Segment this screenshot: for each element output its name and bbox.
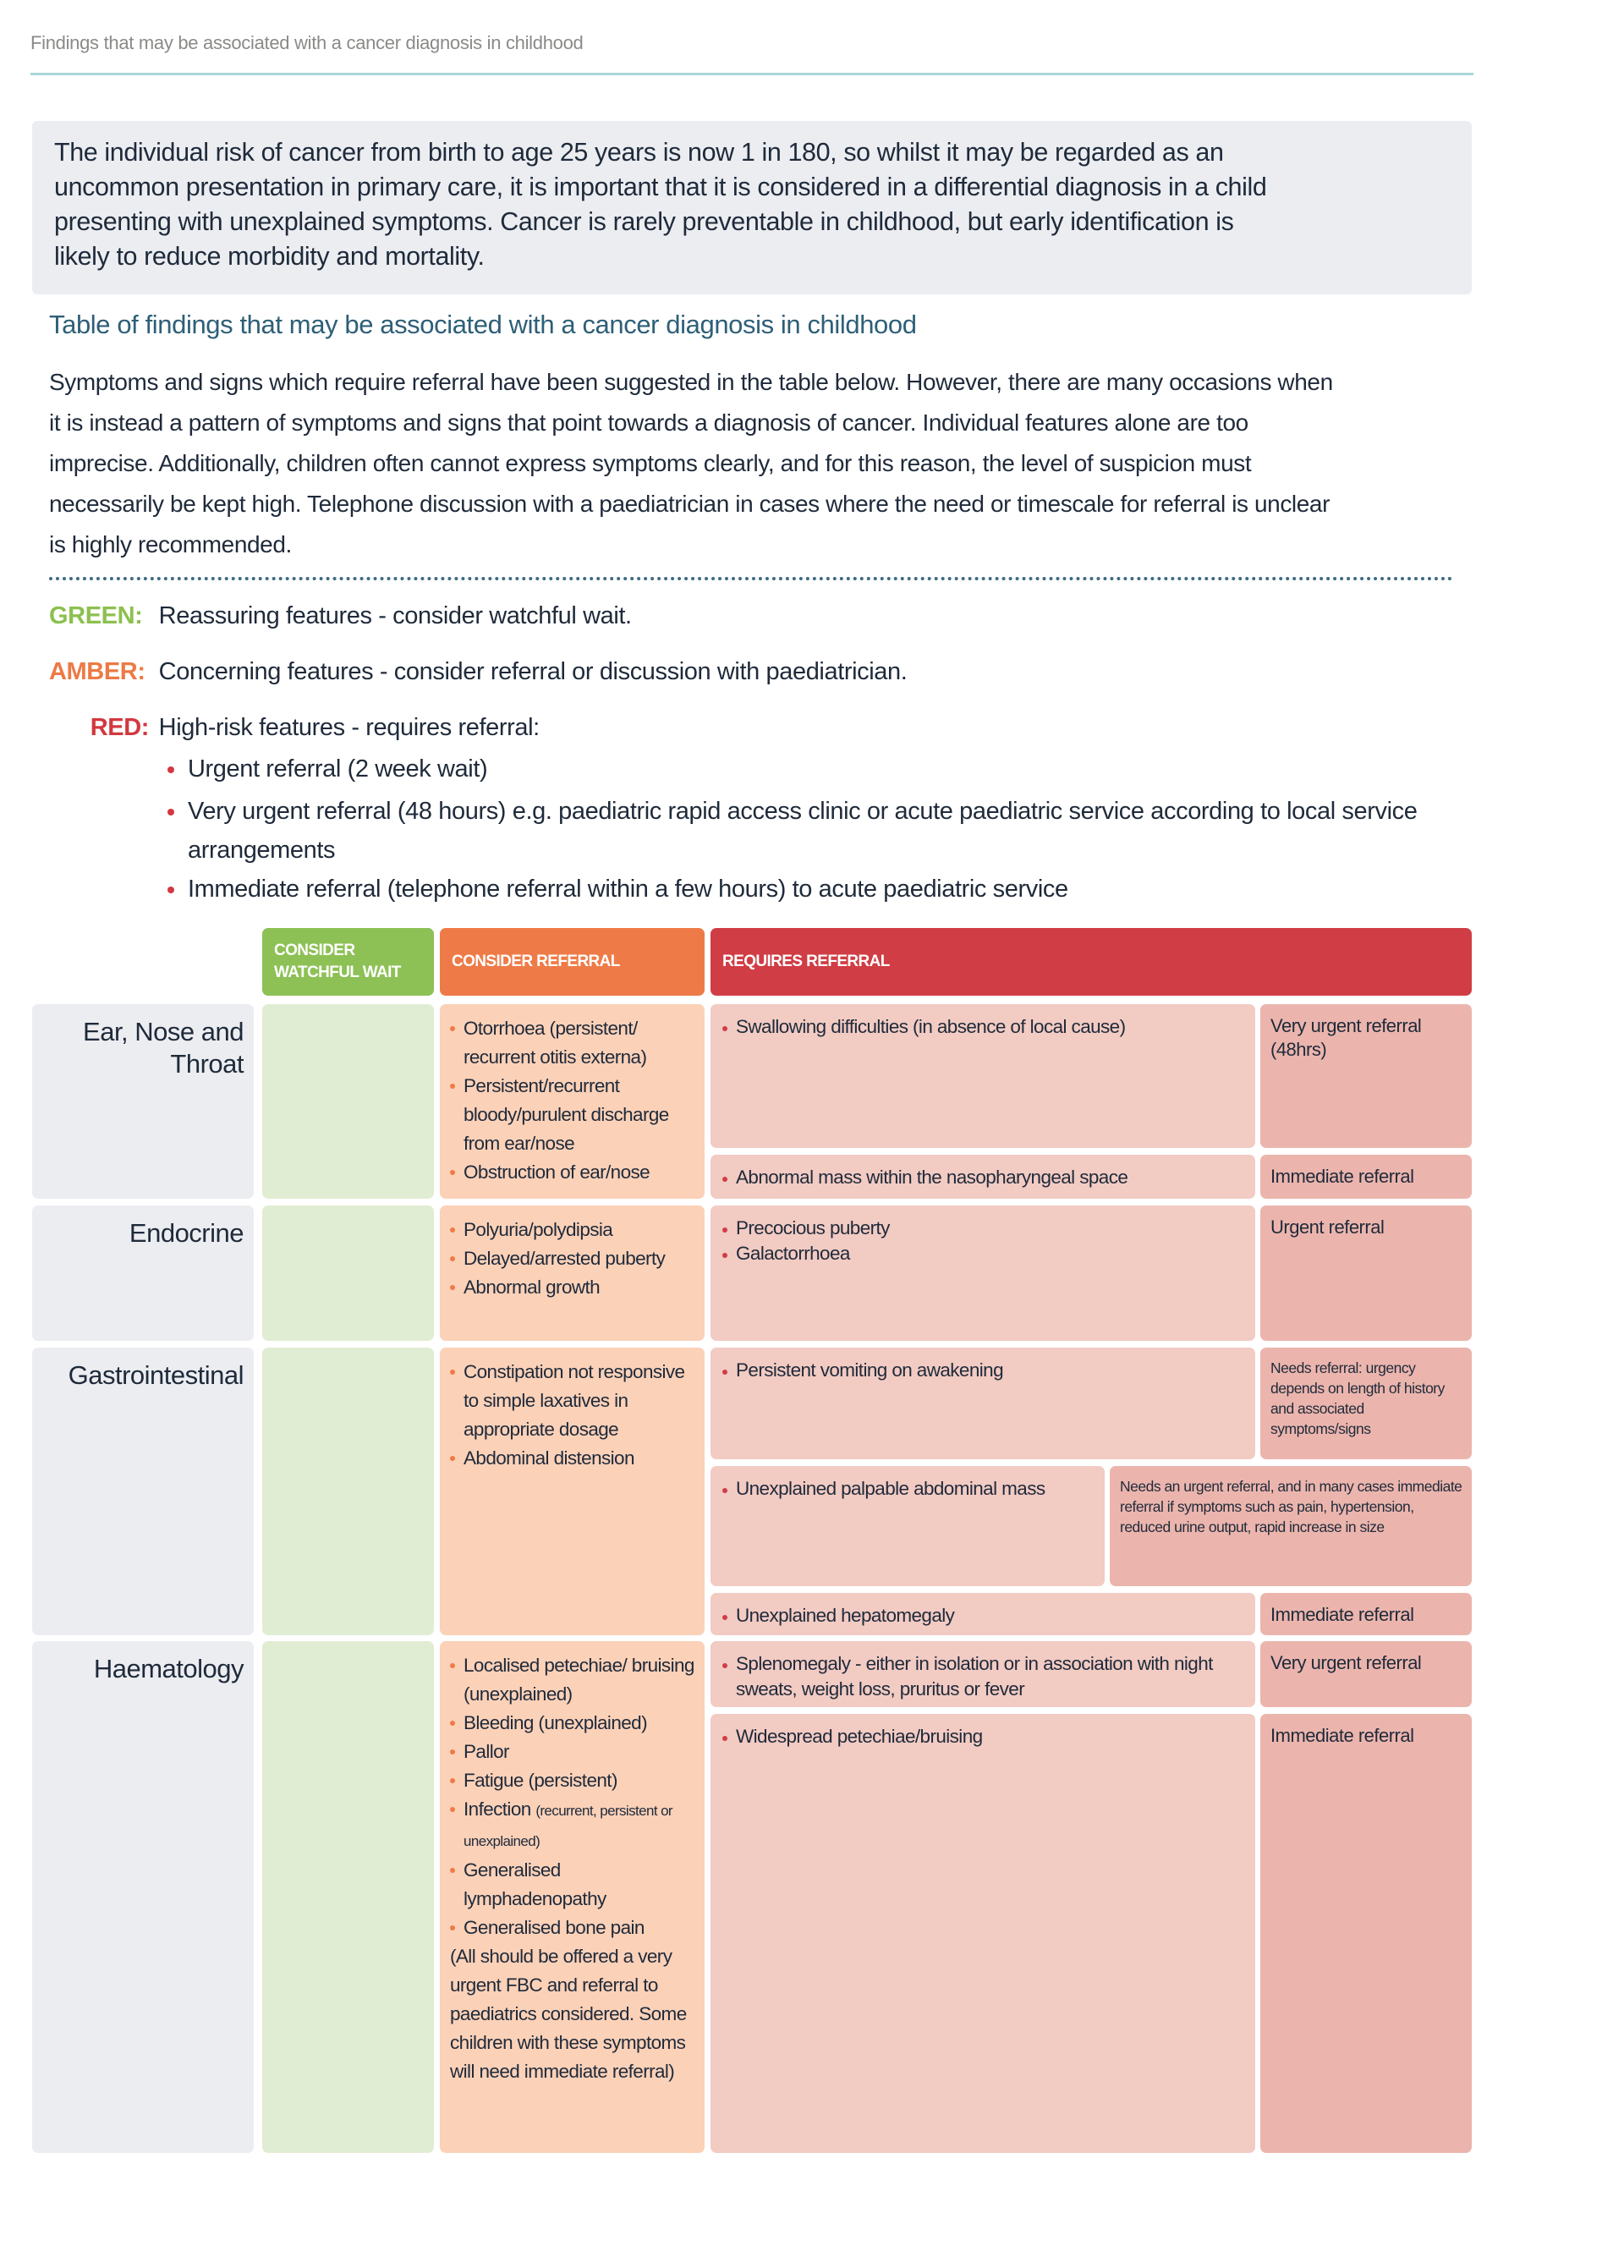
red-bullet-item: Very urgent referral (48 hours) e.g. paediatric rapid access clinic or acute paediatric service according to local service arrangements <box>166 792 1451 870</box>
amber-finding: Persistent/recurrent bloody/purulent discharge from ear/nose <box>450 1072 696 1158</box>
red-finding-cell <box>710 1348 1255 1459</box>
legend-text-amber: Concerning features - consider referral or discussion with paediatrician. <box>158 658 908 685</box>
amber-cell-endocrine <box>440 1205 705 1341</box>
red-finding-cell <box>710 1004 1255 1148</box>
red-finding: Galactorrhoea <box>722 1241 1247 1266</box>
amber-cell-ent <box>440 1004 705 1199</box>
urgency-cell: Very urgent referral (48hrs) <box>1260 1004 1472 1148</box>
header-consider-referral: CONSIDER REFERRAL <box>440 928 705 996</box>
red-finding: Unexplained palpable abdominal mass <box>722 1476 1096 1502</box>
red-finding: Unexplained hepatomegaly <box>722 1603 1247 1628</box>
red-finding: Widespread petechiae/bruising <box>722 1724 1247 1749</box>
amber-finding: Polyuria/polydipsia <box>450 1216 696 1244</box>
amber-finding-label: Infection <box>464 1798 531 1820</box>
amber-finding: Delayed/arrested puberty <box>450 1244 696 1273</box>
green-cell-haematology <box>262 1641 434 2153</box>
header-requires-referral: REQUIRES REFERRAL <box>710 928 1472 996</box>
amber-finding: Generalised bone pain <box>450 1914 696 1942</box>
urgency-cell: Immediate referral <box>1260 1714 1472 2153</box>
amber-finding: Localised petechiae/ bruising (unexplained) <box>450 1651 696 1709</box>
red-referral-list <box>166 750 1451 909</box>
red-bullet-item: Immediate referral (telephone referral within a few hours) to acute paediatric service <box>166 870 1451 909</box>
urgency-cell: Needs an urgent referral, and in many cases immediate referral if symptoms such as pain, hypertension, reduced urine output, rapid increase in size <box>1110 1466 1472 1586</box>
amber-finding: Bleeding (unexplained) <box>450 1709 696 1738</box>
red-finding-cell <box>710 1593 1255 1635</box>
category-ent: Ear, Nose and Throat <box>32 1004 254 1199</box>
red-bullet-item: Urgent referral (2 week wait) <box>166 750 1451 788</box>
amber-finding: Abnormal growth <box>450 1273 696 1302</box>
red-finding-cell <box>710 1155 1255 1199</box>
intro-box <box>32 121 1472 294</box>
red-finding: Swallowing difficulties (in absence of local cause) <box>722 1014 1247 1040</box>
category-endocrine: Endocrine <box>32 1205 254 1341</box>
urgency-cell: Immediate referral <box>1260 1593 1472 1635</box>
urgency-cell: Immediate referral <box>1260 1155 1472 1199</box>
infection-qualifier: (recurrent, persistent or unexplained) <box>464 1803 672 1849</box>
amber-finding: Constipation not responsive to simple laxatives in appropriate dosage <box>450 1358 696 1444</box>
amber-finding: Obstruction of ear/nose <box>450 1158 696 1187</box>
legend-green <box>49 602 632 630</box>
amber-finding-infection <box>450 1795 696 1856</box>
running-header: Findings that may be associated with a cancer diagnosis in childhood <box>30 32 584 53</box>
dotted-divider <box>49 577 1453 580</box>
green-cell-ent <box>262 1004 434 1199</box>
red-finding: Precocious puberty <box>722 1216 1247 1241</box>
intro-text: The individual risk of cancer from birth to age 25 years is now 1 in 180, so whilst it may be regarded as an uncommon presentation in primary care, it is important that it is considered in a differential diagnosis in a child presenting with unexplained symptoms. Cancer is rarely preventable in childhood, but early identification is likely to reduce morbidity and mortality. <box>54 138 1267 271</box>
urgency-cell: Needs referral: urgency depends on length of history and associated symptoms/signs <box>1260 1348 1472 1459</box>
amber-cell-gastrointestinal <box>440 1348 705 1635</box>
urgency-cell: Very urgent referral <box>1260 1641 1472 1707</box>
red-finding: Splenomegaly - either in isolation or in association with night sweats, weight loss, pruritus or fever <box>722 1651 1247 1702</box>
red-finding-cell <box>710 1466 1105 1586</box>
amber-finding: Abdominal distension <box>450 1444 696 1473</box>
legend-key-red: RED: <box>90 714 149 741</box>
red-finding-cell <box>710 1641 1255 1707</box>
legend-amber <box>49 658 907 686</box>
amber-finding: Generalised lymphadenopathy <box>450 1856 696 1914</box>
header-watchful-wait: CONSIDER WATCHFUL WAIT <box>262 928 434 996</box>
amber-finding: Otorrhoea (persistent/ recurrent otitis externa) <box>450 1014 696 1072</box>
legend-text-green: Reassuring features - consider watchful wait. <box>158 602 632 629</box>
red-finding-cell <box>710 1714 1255 2153</box>
amber-finding: Fatigue (persistent) <box>450 1766 696 1795</box>
amber-cell-haematology <box>440 1641 705 2153</box>
header-rule <box>30 73 1473 75</box>
legend-key-green: GREEN: <box>49 602 143 629</box>
amber-note: (All should be offered a very urgent FBC and referral to paediatrics considered. Some children with these symptoms will need immediate referral) <box>450 1946 687 2082</box>
red-finding: Abnormal mass within the nasopharyngeal space <box>722 1165 1247 1190</box>
category-haematology: Haematology <box>32 1641 254 2153</box>
legend-red <box>49 714 540 742</box>
green-cell-endocrine <box>262 1205 434 1341</box>
green-cell-gastrointestinal <box>262 1348 434 1635</box>
category-gastrointestinal: Gastrointestinal <box>32 1348 254 1635</box>
body-paragraph: Symptoms and signs which require referral have been suggested in the table below. However, there are many occasions when it is instead a pattern of symptoms and signs that point towards a diagnosis of cancer. Individual features alone are too imprecise. Additionally, children often cannot express symptoms clearly, and for this reason, the level of suspicion must necessarily be kept high. Telephone discussion with a paediatrician in cases where the need or timescale for referral is unclear is highly recommended. <box>49 369 1333 557</box>
urgency-cell: Urgent referral <box>1260 1205 1472 1341</box>
red-finding: Persistent vomiting on awakening <box>722 1358 1247 1383</box>
section-heading: Table of findings that may be associated with a cancer diagnosis in childhood <box>49 310 917 339</box>
legend-key-amber: AMBER: <box>49 658 145 685</box>
legend-text-red: High-risk features - requires referral: <box>158 714 540 741</box>
amber-finding: Pallor <box>450 1738 696 1766</box>
red-finding-cell <box>710 1205 1255 1341</box>
